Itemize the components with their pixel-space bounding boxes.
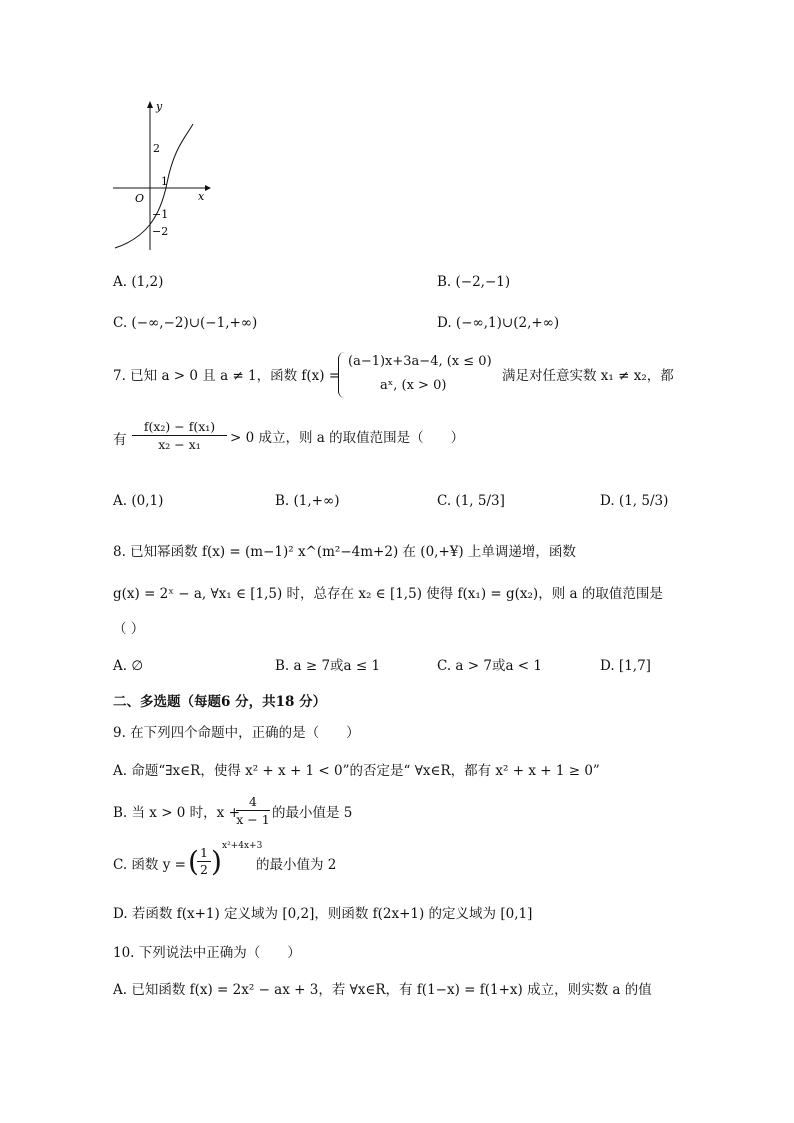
tick-neg1: −1 bbox=[152, 208, 169, 221]
q7-piece1: (a−1)x+3a−4, (x ≤ 0) bbox=[348, 354, 492, 369]
q6-option-d: D. (−∞,1)∪(2,+∞) bbox=[437, 315, 560, 331]
q9-c-numerator: 1 bbox=[197, 845, 211, 862]
q6-option-c: C. (−∞,−2)∪(−1,+∞) bbox=[113, 315, 258, 331]
q8-stem-line2: g(x) = 2ˣ − a, ∀x₁ ∈ [1,5) 时，总存在 x₂ ∈ [1,5) 使得 f(x₁) = g(x₂)，则 a 的取值范围是 bbox=[113, 586, 663, 602]
q9-option-c-start: C. 函数 y = bbox=[113, 857, 186, 873]
q7-stem-line2-start: 有 bbox=[113, 432, 127, 448]
tick-2: 2 bbox=[153, 142, 160, 155]
origin-label: O bbox=[135, 192, 145, 205]
q6-option-a: A. (1,2) bbox=[113, 274, 164, 290]
q9-b-denominator: x − 1 bbox=[236, 812, 270, 827]
q9-option-b-start: B. 当 x > 0 时，x + bbox=[113, 805, 240, 821]
tick-neg2: −2 bbox=[152, 225, 169, 238]
section-heading: 二、多选题（每题6 分，共18 分） bbox=[113, 694, 327, 710]
q10-option-a: A. 已知函数 f(x) = 2x² − ax + 3，若 ∀x∈R，有 f(1−x) = f(1+x) 成立，则实数 a 的值 bbox=[113, 982, 652, 998]
q7-fraction bbox=[132, 418, 227, 453]
q8-option-b: B. a ≥ 7或a ≤ 1 bbox=[275, 658, 381, 674]
piecewise-brace bbox=[338, 352, 345, 398]
q7-option-c: C. (1, 5/3] bbox=[437, 493, 505, 509]
q8-stem-line1: 8. 已知幂函数 f(x) = (m−1)² x^(m²−4m+2) 在 (0,+¥) 上单调递增，函数 bbox=[113, 544, 576, 560]
q9-b-numerator: 4 bbox=[236, 793, 270, 811]
q8-stem-line3: （ ） bbox=[113, 621, 145, 637]
q9-option-a: A. 命题“∃x∈R，使得 x² + x + 1 < 0”的否定是“ ∀x∈R，都有 x² + x + 1 ≥ 0” bbox=[113, 763, 600, 779]
q9-c-paren-left: ( bbox=[188, 845, 199, 878]
q7-condition: a > 0 且 a ≠ 1，函数 f(x) = bbox=[161, 368, 341, 384]
q7-fraction-denominator: x₂ − x₁ bbox=[158, 437, 201, 452]
tick-1: 1 bbox=[161, 175, 168, 188]
q6-option-b: B. (−2,−1) bbox=[437, 274, 511, 290]
q9-option-d: D. 若函数 f(x+1) 定义域为 [0,2]，则函数 f(2x+1) 的定义域为 [0,1] bbox=[113, 906, 533, 922]
q7-number: 7. 已知 bbox=[113, 368, 158, 384]
q7-fraction-numerator: f(x₂) − f(x₁) bbox=[132, 418, 227, 436]
y-axis-label: y bbox=[156, 100, 163, 113]
q7-stem-line1-end: 满足对任意实数 x₁ ≠ x₂，都 bbox=[502, 368, 674, 384]
q9-c-exponent: x²+4x+3 bbox=[222, 841, 263, 851]
x-axis-arrow-icon bbox=[205, 185, 211, 191]
q9-option-b-end: 的最小值是 5 bbox=[272, 805, 353, 821]
q7-option-b: B. (1,+∞) bbox=[275, 493, 340, 509]
q7-stem-line1 bbox=[113, 366, 340, 386]
q9-option-c-end: 的最小值为 2 bbox=[256, 857, 337, 873]
q8-option-c: C. a > 7或a < 1 bbox=[437, 658, 542, 674]
x-axis-label: x bbox=[198, 190, 205, 203]
q7-option-a: A. (0,1) bbox=[113, 493, 164, 509]
q9-c-denominator: 2 bbox=[200, 862, 208, 877]
q9-c-fraction bbox=[197, 845, 211, 878]
q9-c-paren-right: ) bbox=[211, 845, 222, 878]
q9-b-fraction bbox=[236, 793, 270, 828]
q10-stem: 10. 下列说法中正确为（ ） bbox=[113, 945, 301, 961]
q7-option-d: D. (1, 5/3) bbox=[600, 493, 669, 509]
q8-option-d: D. [1,7] bbox=[600, 658, 651, 674]
q7-stem-line2-end: > 0 成立，则 a 的取值范围是（ ） bbox=[230, 430, 465, 446]
q8-option-a: A. ∅ bbox=[113, 658, 144, 674]
y-axis-arrow-icon bbox=[147, 101, 153, 108]
function-graph bbox=[105, 98, 215, 258]
q7-piece2: aˣ, (x > 0) bbox=[380, 378, 447, 393]
q9-stem: 9. 在下列四个命题中，正确的是（ ） bbox=[113, 725, 360, 741]
